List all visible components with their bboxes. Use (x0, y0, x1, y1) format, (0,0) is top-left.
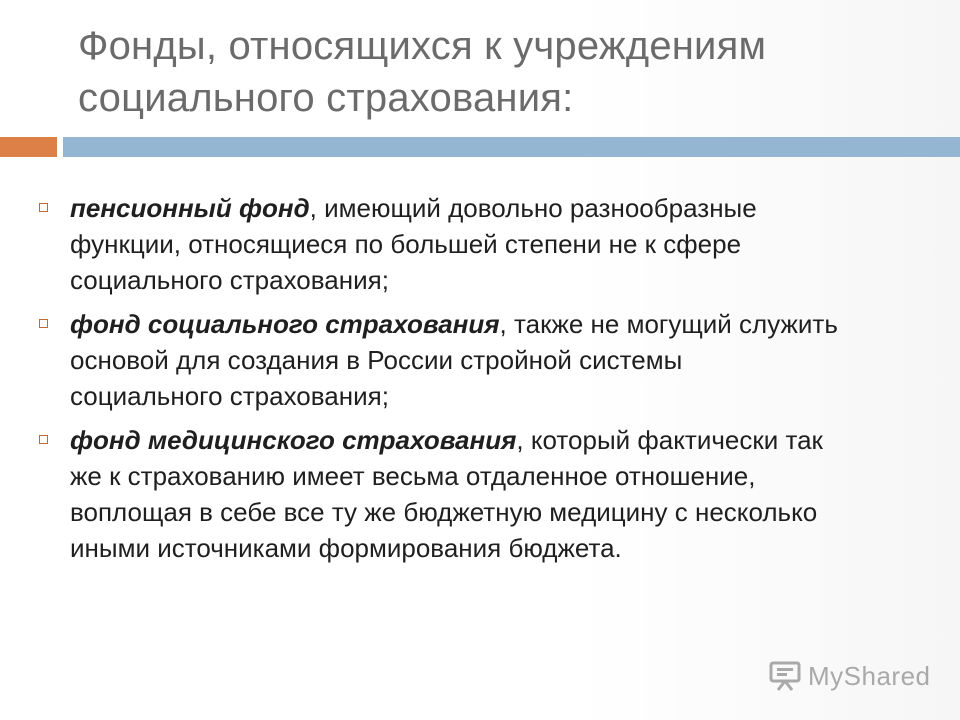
list-item (36, 190, 936, 298)
watermark-text: MyShared (808, 660, 931, 691)
page-title (78, 20, 918, 124)
list-item (36, 306, 936, 414)
presentation-board-icon (768, 660, 802, 692)
accent-bar-orange (0, 137, 57, 157)
bullet-text: , который фактически так (516, 425, 823, 455)
bullet-line: основой для создания в России стройной системы (70, 345, 683, 375)
list-item (36, 422, 936, 566)
square-bullet-icon (39, 203, 48, 212)
bullet-emphasis: фонд медицинского страхования (70, 425, 517, 455)
watermark[interactable] (768, 658, 931, 694)
bullet-line: функции, относящиеся по большей степени не к сфере (70, 229, 742, 259)
bullet-text: , также не могущий служить (499, 309, 838, 339)
bullet-line: иными источниками формирования бюджета. (70, 533, 622, 563)
bullet-emphasis: пенсионный фонд (70, 193, 310, 223)
bullet-line (70, 306, 936, 342)
bullet-line (70, 422, 936, 458)
bullet-line: социального страхования; (70, 265, 389, 295)
accent-bar-blue (63, 137, 960, 157)
square-bullet-icon (39, 435, 48, 444)
square-bullet-icon (39, 319, 48, 328)
bullet-line: воплощая в себе все ту же бюджетную медицину с несколько (70, 497, 818, 527)
bullet-line: же к страхованию имеет весьма отдаленное отношение, (70, 461, 756, 491)
title-line-2: социального страхования: (78, 76, 574, 120)
bullet-line: социального страхования; (70, 381, 389, 411)
title-line-1: Фонды, относящихся к учреждениям (78, 24, 767, 68)
bullet-text: , имеющий довольно разнообразные (309, 193, 757, 223)
bullet-line (70, 190, 936, 226)
bullet-emphasis: фонд социального страхования (70, 309, 500, 339)
bullet-list (36, 190, 936, 574)
